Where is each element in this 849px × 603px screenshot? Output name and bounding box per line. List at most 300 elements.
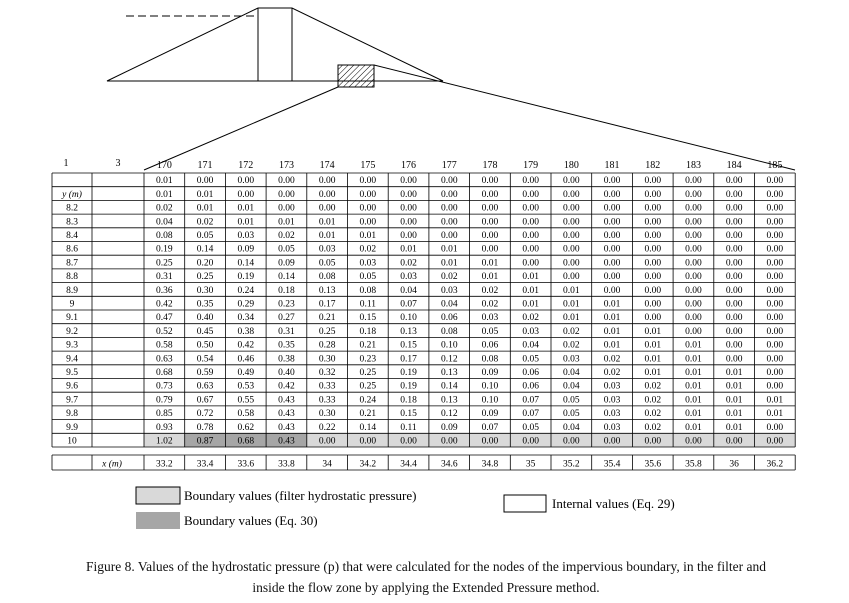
- table-cell: 0.00: [440, 189, 458, 200]
- table-cell: 0.36: [156, 285, 173, 296]
- dam-cross-section: [107, 8, 795, 170]
- table-cell: 0.04: [522, 340, 539, 351]
- y-label: 8.8: [66, 272, 78, 283]
- caption-line-2: inside the flow zone by applying the Extended Pressure method.: [252, 580, 600, 595]
- table-cell: 0.03: [522, 326, 539, 337]
- column-label: 176: [401, 160, 417, 171]
- table-cell: 0.20: [196, 258, 214, 269]
- table-cell: 0.00: [318, 203, 336, 214]
- table-cell: 0.01: [644, 354, 662, 365]
- table-cell: 0.14: [440, 381, 458, 392]
- table-cell: 0.02: [440, 272, 458, 283]
- table-cell: 0.01: [725, 368, 743, 378]
- table-cell: 0.42: [237, 340, 255, 351]
- x-value: 34.4: [400, 459, 417, 470]
- table-cell: 0.00: [725, 231, 743, 241]
- table-cell: 0.01: [685, 422, 702, 433]
- table-cell: 0.00: [685, 217, 702, 228]
- table-cell: 0.54: [196, 354, 214, 365]
- table-cell: 0.04: [440, 299, 458, 310]
- table-cell: 0.00: [603, 258, 621, 269]
- table-cell: 0.01: [644, 326, 662, 337]
- table-cell: 0.01: [603, 340, 621, 351]
- table-cell: 0.00: [725, 189, 743, 200]
- table-cell: 0.00: [725, 354, 743, 365]
- table-cell: 0.19: [400, 381, 417, 392]
- table-cell: 0.00: [766, 231, 784, 241]
- table-cell: 0.05: [196, 231, 214, 241]
- table-cell: 0.00: [481, 217, 499, 228]
- y-label: 8.6: [66, 244, 78, 255]
- table-cell: 0.00: [400, 436, 417, 447]
- table-cell: 0.00: [359, 176, 377, 187]
- table-cell: 0.01: [359, 231, 377, 241]
- table-cell: 0.14: [196, 244, 214, 255]
- table-cell: 0.01: [766, 395, 784, 406]
- table-cell: 0.13: [318, 285, 336, 296]
- table-cell: 0.79: [156, 395, 173, 406]
- table-cell: 0.00: [603, 285, 621, 296]
- table-cell: 0.33: [318, 395, 336, 406]
- table-cell: 0.00: [318, 189, 336, 200]
- legend-eq30-label: Boundary values (Eq. 30): [184, 513, 318, 528]
- table-cell: 0.43: [278, 436, 295, 447]
- table-cell: 0.35: [196, 299, 214, 310]
- table-cell: 0.01: [766, 409, 784, 420]
- table-cell: 0.47: [156, 313, 173, 324]
- table-cell: 0.03: [481, 313, 499, 324]
- table-cell: 0.42: [156, 299, 173, 310]
- y-label: 9.5: [66, 368, 78, 378]
- table-cell: 0.01: [522, 285, 539, 296]
- table-cell: 0.38: [278, 354, 295, 365]
- table-cell: 0.40: [278, 368, 295, 378]
- table-cell: 0.21: [318, 313, 336, 324]
- table-cell: 0.01: [644, 368, 662, 378]
- table-cell: 0.09: [481, 409, 499, 420]
- table-cell: 0.00: [440, 436, 458, 447]
- table-cell: 0.01: [440, 258, 458, 269]
- table-cell: 0.18: [400, 395, 417, 406]
- table-cell: 0.01: [685, 340, 702, 351]
- pressure-table-values: [61, 158, 783, 470]
- table-cell: 0.05: [522, 422, 539, 433]
- table-cell: 0.01: [318, 231, 336, 241]
- table-cell: 0.08: [318, 272, 336, 283]
- table-cell: 0.04: [563, 368, 580, 378]
- table-cell: 0.38: [237, 326, 255, 337]
- x-value: 36: [729, 459, 739, 470]
- table-cell: 0.78: [196, 422, 214, 433]
- table-cell: 0.68: [156, 368, 173, 378]
- table-cell: 0.01: [522, 272, 539, 283]
- column-label: 1: [63, 158, 69, 169]
- table-cell: 0.00: [603, 244, 621, 255]
- table-cell: 0.25: [196, 272, 214, 283]
- table-cell: 0.00: [685, 244, 702, 255]
- table-cell: 0.45: [196, 326, 214, 337]
- table-cell: 0.00: [196, 176, 214, 187]
- y-label: 9.7: [66, 395, 78, 406]
- legend-filter-swatch: [136, 487, 180, 504]
- table-cell: 0.10: [481, 381, 499, 392]
- table-cell: 0.00: [644, 299, 662, 310]
- table-cell: 0.67: [196, 395, 214, 406]
- table-cell: 0.07: [481, 422, 499, 433]
- table-cell: 0.00: [766, 368, 784, 378]
- table-cell: 0.15: [359, 313, 377, 324]
- table-cell: 0.55: [237, 395, 255, 406]
- table-cell: 0.19: [237, 272, 255, 283]
- table-cell: 0.00: [766, 203, 784, 214]
- table-cell: 0.09: [237, 244, 255, 255]
- legend-eq30-swatch: [136, 512, 180, 529]
- table-cell: 0.02: [603, 354, 621, 365]
- table-cell: 0.01: [603, 299, 621, 310]
- y-label: 9.3: [66, 340, 78, 351]
- table-cell: 0.01: [685, 354, 702, 365]
- table-cell: 0.00: [563, 258, 580, 269]
- table-cell: 0.00: [725, 285, 743, 296]
- x-value: 35.4: [603, 459, 621, 470]
- table-cell: 0.00: [440, 217, 458, 228]
- table-cell: 0.00: [522, 258, 539, 269]
- table-cell: 0.02: [644, 395, 662, 406]
- table-cell: 0.01: [725, 409, 743, 420]
- table-cell: 0.00: [766, 217, 784, 228]
- table-cell: 0.06: [522, 368, 539, 378]
- table-cell: 0.00: [644, 436, 662, 447]
- table-cell: 0.00: [318, 176, 336, 187]
- table-cell: 0.49: [237, 368, 255, 378]
- table-cell: 0.14: [278, 272, 295, 283]
- table-cell: 0.03: [440, 285, 458, 296]
- legend-internal-label: Internal values (Eq. 29): [552, 496, 675, 511]
- table-cell: 0.00: [644, 176, 662, 187]
- column-label: 171: [197, 160, 213, 171]
- table-cell: 0.00: [685, 299, 702, 310]
- table-cell: 0.09: [278, 258, 295, 269]
- table-cell: 0.09: [440, 422, 458, 433]
- table-cell: 0.40: [196, 313, 214, 324]
- table-cell: 0.05: [359, 272, 377, 283]
- table-cell: 0.00: [644, 217, 662, 228]
- table-cell: 0.12: [440, 354, 458, 365]
- table-cell: 0.00: [563, 176, 580, 187]
- table-cell: 0.19: [156, 244, 173, 255]
- x-value: 35.8: [685, 459, 702, 470]
- table-cell: 0.00: [644, 244, 662, 255]
- table-cell: 0.04: [400, 285, 417, 296]
- legend-internal-swatch: [504, 495, 546, 512]
- table-cell: 0.05: [522, 354, 539, 365]
- table-cell: 0.01: [685, 395, 702, 406]
- table-cell: 0.01: [685, 381, 702, 392]
- x-value: 35: [525, 459, 536, 470]
- table-cell: 0.00: [685, 203, 702, 214]
- table-cell: 0.05: [278, 244, 295, 255]
- table-cell: 0.00: [685, 326, 702, 337]
- table-cell: 0.00: [644, 203, 662, 214]
- table-cell: 0.02: [644, 381, 662, 392]
- table-cell: 0.10: [400, 313, 417, 324]
- table-cell: 0.00: [522, 217, 539, 228]
- x-value: 35.6: [644, 459, 662, 470]
- table-cell: 0.00: [400, 203, 417, 214]
- table-cell: 0.01: [725, 381, 743, 392]
- table-cell: 0.00: [481, 244, 499, 255]
- table-cell: 0.01: [481, 272, 499, 283]
- x-value: 34.6: [440, 459, 458, 470]
- table-cell: 0.00: [359, 217, 377, 228]
- table-cell: 0.25: [318, 326, 336, 337]
- table-cell: 0.07: [522, 395, 539, 406]
- table-cell: 0.00: [522, 436, 539, 447]
- table-cell: 0.11: [359, 299, 376, 310]
- table-cell: 0.68: [237, 436, 255, 447]
- column-label: 180: [563, 160, 579, 171]
- table-cell: 0.28: [318, 340, 336, 351]
- table-cell: 0.00: [318, 436, 336, 447]
- table-cell: 0.00: [237, 176, 255, 187]
- table-cell: 0.10: [440, 340, 458, 351]
- table-cell: 0.00: [359, 189, 377, 200]
- table-cell: 0.00: [766, 422, 784, 433]
- table-cell: 0.05: [481, 326, 499, 337]
- table-cell: 0.00: [237, 189, 255, 200]
- table-cell: 0.00: [766, 189, 784, 200]
- table-cell: 0.05: [563, 395, 580, 406]
- table-cell: 0.01: [156, 176, 173, 187]
- table-cell: 0.12: [440, 409, 458, 420]
- table-cell: 0.05: [318, 258, 336, 269]
- table-cell: 0.35: [278, 340, 295, 351]
- table-cell: 0.00: [359, 436, 377, 447]
- table-cell: 0.00: [400, 231, 417, 241]
- table-cell: 0.00: [563, 244, 580, 255]
- table-cell: 0.02: [481, 299, 499, 310]
- table-cell: 0.01: [318, 217, 336, 228]
- table-cell: 0.00: [725, 436, 743, 447]
- table-cell: 0.00: [766, 258, 784, 269]
- table-cell: 0.15: [400, 340, 417, 351]
- table-cell: 0.01: [563, 285, 580, 296]
- table-cell: 0.30: [196, 285, 214, 296]
- table-cell: 0.00: [563, 217, 580, 228]
- table-cell: 0.29: [237, 299, 255, 310]
- table-cell: 0.62: [237, 422, 255, 433]
- table-cell: 0.15: [400, 409, 417, 420]
- table-cell: 0.02: [359, 244, 377, 255]
- table-cell: 0.00: [440, 176, 458, 187]
- y-label: 9.1: [66, 313, 78, 324]
- column-label: 172: [238, 160, 254, 171]
- table-cell: 0.01: [196, 189, 214, 200]
- column-label: 185: [767, 160, 783, 171]
- table-cell: 0.08: [359, 285, 377, 296]
- table-cell: 0.00: [481, 436, 499, 447]
- table-cell: 0.00: [563, 189, 580, 200]
- table-cell: 0.03: [603, 395, 621, 406]
- table-cell: 0.00: [440, 231, 458, 241]
- table-cell: 0.00: [725, 217, 743, 228]
- column-label: 173: [278, 160, 294, 171]
- table-cell: 0.00: [766, 313, 784, 324]
- table-cell: 0.01: [685, 409, 702, 420]
- table-cell: 0.17: [318, 299, 336, 310]
- table-cell: 0.00: [400, 217, 417, 228]
- table-cell: 0.53: [237, 381, 255, 392]
- table-cell: 0.00: [725, 176, 743, 187]
- y-label: 9.8: [66, 409, 78, 420]
- table-cell: 0.00: [644, 189, 662, 200]
- table-cell: 0.52: [156, 326, 173, 337]
- y-label: 8.9: [66, 285, 78, 296]
- x-value: 33.8: [278, 459, 295, 470]
- table-cell: 0.00: [766, 436, 784, 447]
- table-cell: 0.00: [522, 244, 539, 255]
- table-cell: 0.00: [725, 258, 743, 269]
- table-cell: 0.23: [278, 299, 295, 310]
- column-label: 184: [726, 160, 742, 171]
- table-cell: 0.58: [156, 340, 173, 351]
- zoom-line-left: [144, 87, 338, 170]
- table-cell: 0.00: [481, 203, 499, 214]
- table-cell: 0.13: [400, 326, 417, 337]
- table-cell: 0.13: [440, 395, 458, 406]
- table-cell: 0.00: [644, 272, 662, 283]
- table-cell: 0.02: [644, 422, 662, 433]
- table-cell: 0.59: [196, 368, 214, 378]
- table-cell: 0.25: [359, 368, 377, 378]
- table-cell: 0.01: [603, 326, 621, 337]
- table-cell: 0.00: [766, 340, 784, 351]
- column-label: 177: [441, 160, 457, 171]
- table-cell: 0.04: [563, 422, 580, 433]
- y-label: 8.2: [66, 203, 78, 214]
- filter-zone: [338, 65, 374, 87]
- table-cell: 0.04: [563, 381, 580, 392]
- table-cell: 0.00: [603, 176, 621, 187]
- table-cell: 0.00: [685, 272, 702, 283]
- table-cell: 0.00: [766, 381, 784, 392]
- table-cell: 0.00: [766, 272, 784, 283]
- table-cell: 0.00: [440, 203, 458, 214]
- column-label: 179: [523, 160, 539, 171]
- column-label: 3: [115, 158, 121, 169]
- figure-caption: [6, 556, 846, 598]
- table-cell: 0.00: [644, 258, 662, 269]
- table-cell: 0.00: [359, 203, 377, 214]
- table-cell: 0.02: [196, 217, 214, 228]
- column-label: 178: [482, 160, 498, 171]
- table-cell: 0.24: [359, 395, 377, 406]
- table-cell: 0.23: [359, 354, 377, 365]
- table-cell: 0.01: [278, 217, 295, 228]
- table-cell: 0.00: [725, 244, 743, 255]
- table-cell: 0.02: [278, 231, 295, 241]
- table-cell: 0.01: [237, 203, 255, 214]
- x-value: 35.2: [563, 459, 580, 470]
- table-cell: 0.21: [359, 409, 377, 420]
- table-cell: 0.08: [481, 354, 499, 365]
- table-cell: 0.00: [725, 272, 743, 283]
- table-cell: 0.13: [440, 368, 458, 378]
- column-label: 182: [645, 160, 661, 171]
- table-cell: 0.00: [400, 189, 417, 200]
- table-cell: 0.03: [400, 272, 417, 283]
- y-label: 9.9: [66, 422, 78, 433]
- table-cell: 0.19: [400, 368, 417, 378]
- table-cell: 0.01: [440, 244, 458, 255]
- table-cell: 0.01: [563, 299, 580, 310]
- x-header: x (m): [102, 459, 122, 470]
- table-cell: 0.00: [725, 299, 743, 310]
- table-cell: 0.00: [685, 258, 702, 269]
- table-cell: 0.00: [400, 176, 417, 187]
- table-cell: 0.01: [237, 217, 255, 228]
- table-cell: 0.18: [278, 285, 295, 296]
- table-cell: 0.00: [685, 313, 702, 324]
- table-cell: 0.02: [400, 258, 417, 269]
- table-cell: 0.00: [481, 231, 499, 241]
- table-cell: 1.02: [156, 436, 173, 447]
- table-cell: 0.03: [603, 409, 621, 420]
- table-cell: 0.00: [603, 203, 621, 214]
- table-cell: 0.42: [278, 381, 295, 392]
- table-cell: 0.03: [237, 231, 255, 241]
- table-cell: 0.01: [685, 368, 702, 378]
- caption-line-1: Figure 8. Values of the hydrostatic pressure (p) that were calculated for the nodes of the impervious boundary, in the filter and: [85, 559, 767, 574]
- table-cell: 0.27: [278, 313, 295, 324]
- table-cell: 0.25: [359, 381, 377, 392]
- table-cell: 0.00: [563, 231, 580, 241]
- table-cell: 0.33: [318, 381, 336, 392]
- table-cell: 0.11: [400, 422, 417, 433]
- table-cell: 0.31: [278, 326, 295, 337]
- table-cell: 0.00: [278, 176, 295, 187]
- table-cell: 0.00: [766, 354, 784, 365]
- table-cell: 0.06: [522, 381, 539, 392]
- x-value: 36.2: [766, 459, 784, 470]
- table-cell: 0.06: [440, 313, 458, 324]
- table-cell: 0.00: [522, 189, 539, 200]
- table-cell: 0.24: [237, 285, 255, 296]
- table-cell: 0.00: [725, 203, 743, 214]
- table-cell: 0.14: [359, 422, 377, 433]
- table-cell: 0.09: [481, 368, 499, 378]
- table-cell: 0.00: [603, 436, 621, 447]
- table-cell: 0.00: [603, 231, 621, 241]
- table-cell: 0.43: [278, 409, 295, 420]
- table-cell: 0.43: [278, 422, 295, 433]
- table-cell: 0.08: [440, 326, 458, 337]
- table-cell: 0.00: [725, 326, 743, 337]
- table-cell: 0.00: [563, 436, 580, 447]
- table-cell: 0.01: [725, 422, 743, 433]
- table-cell: 0.01: [400, 244, 417, 255]
- table-cell: 0.00: [481, 189, 499, 200]
- table-cell: 0.18: [359, 326, 377, 337]
- y-label: 8.4: [66, 231, 78, 241]
- table-cell: 0.00: [644, 285, 662, 296]
- table-cell: 0.01: [522, 299, 539, 310]
- table-cell: 0.00: [522, 176, 539, 187]
- y-label: 8.3: [66, 217, 78, 228]
- table-cell: 0.00: [766, 244, 784, 255]
- table-cell: 0.04: [156, 217, 173, 228]
- table-cell: 0.25: [156, 258, 173, 269]
